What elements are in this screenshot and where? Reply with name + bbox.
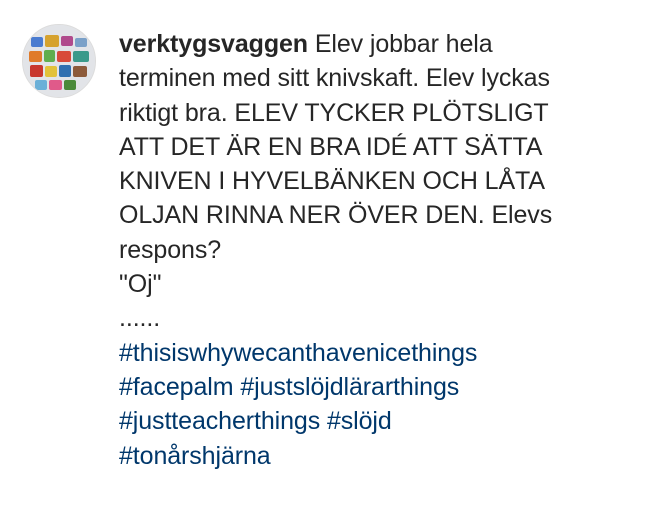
comment-text: respons? <box>119 235 222 264</box>
hashtag-line <box>119 439 639 473</box>
comment-text: "Oj" <box>119 270 162 299</box>
username-link[interactable]: verktygsvaggen <box>119 30 308 58</box>
avatar[interactable] <box>22 24 96 98</box>
comment-text: riktigt bra. ELEV TYCKER PLÖTSLIGT <box>119 98 549 127</box>
comment-text: ...... <box>119 304 161 333</box>
comment-text: KNIVEN I HYVELBÄNKEN OCH LÅTA <box>119 167 545 196</box>
tool-wall-avatar-icon <box>23 25 96 98</box>
hashtag-link[interactable]: #thisiswhywecanthavenicethings <box>119 338 478 367</box>
hashtag-line <box>119 336 639 370</box>
comment-body <box>119 27 639 473</box>
comment-text: terminen med sitt knivskaft. Elev lyckas <box>119 64 550 93</box>
comment-text: Elev jobbar hela <box>314 30 493 58</box>
hashtag-line <box>119 370 639 404</box>
hashtag-line <box>119 404 639 438</box>
comment-text: ATT DET ÄR EN BRA IDÉ ATT SÄTTA <box>119 132 543 161</box>
hashtag-link[interactable]: #slöjd <box>326 407 392 436</box>
comment-first-line <box>119 27 639 61</box>
hashtag-link[interactable]: #facepalm <box>119 372 234 401</box>
hashtag-link[interactable]: #justslöjdlärarthings <box>240 372 460 401</box>
hashtag-link[interactable]: #tonårshjärna <box>119 441 271 470</box>
hashtag-link[interactable]: #justteacherthings <box>119 407 321 436</box>
comment-text: OLJAN RINNA NER ÖVER DEN. Elevs <box>119 201 553 230</box>
